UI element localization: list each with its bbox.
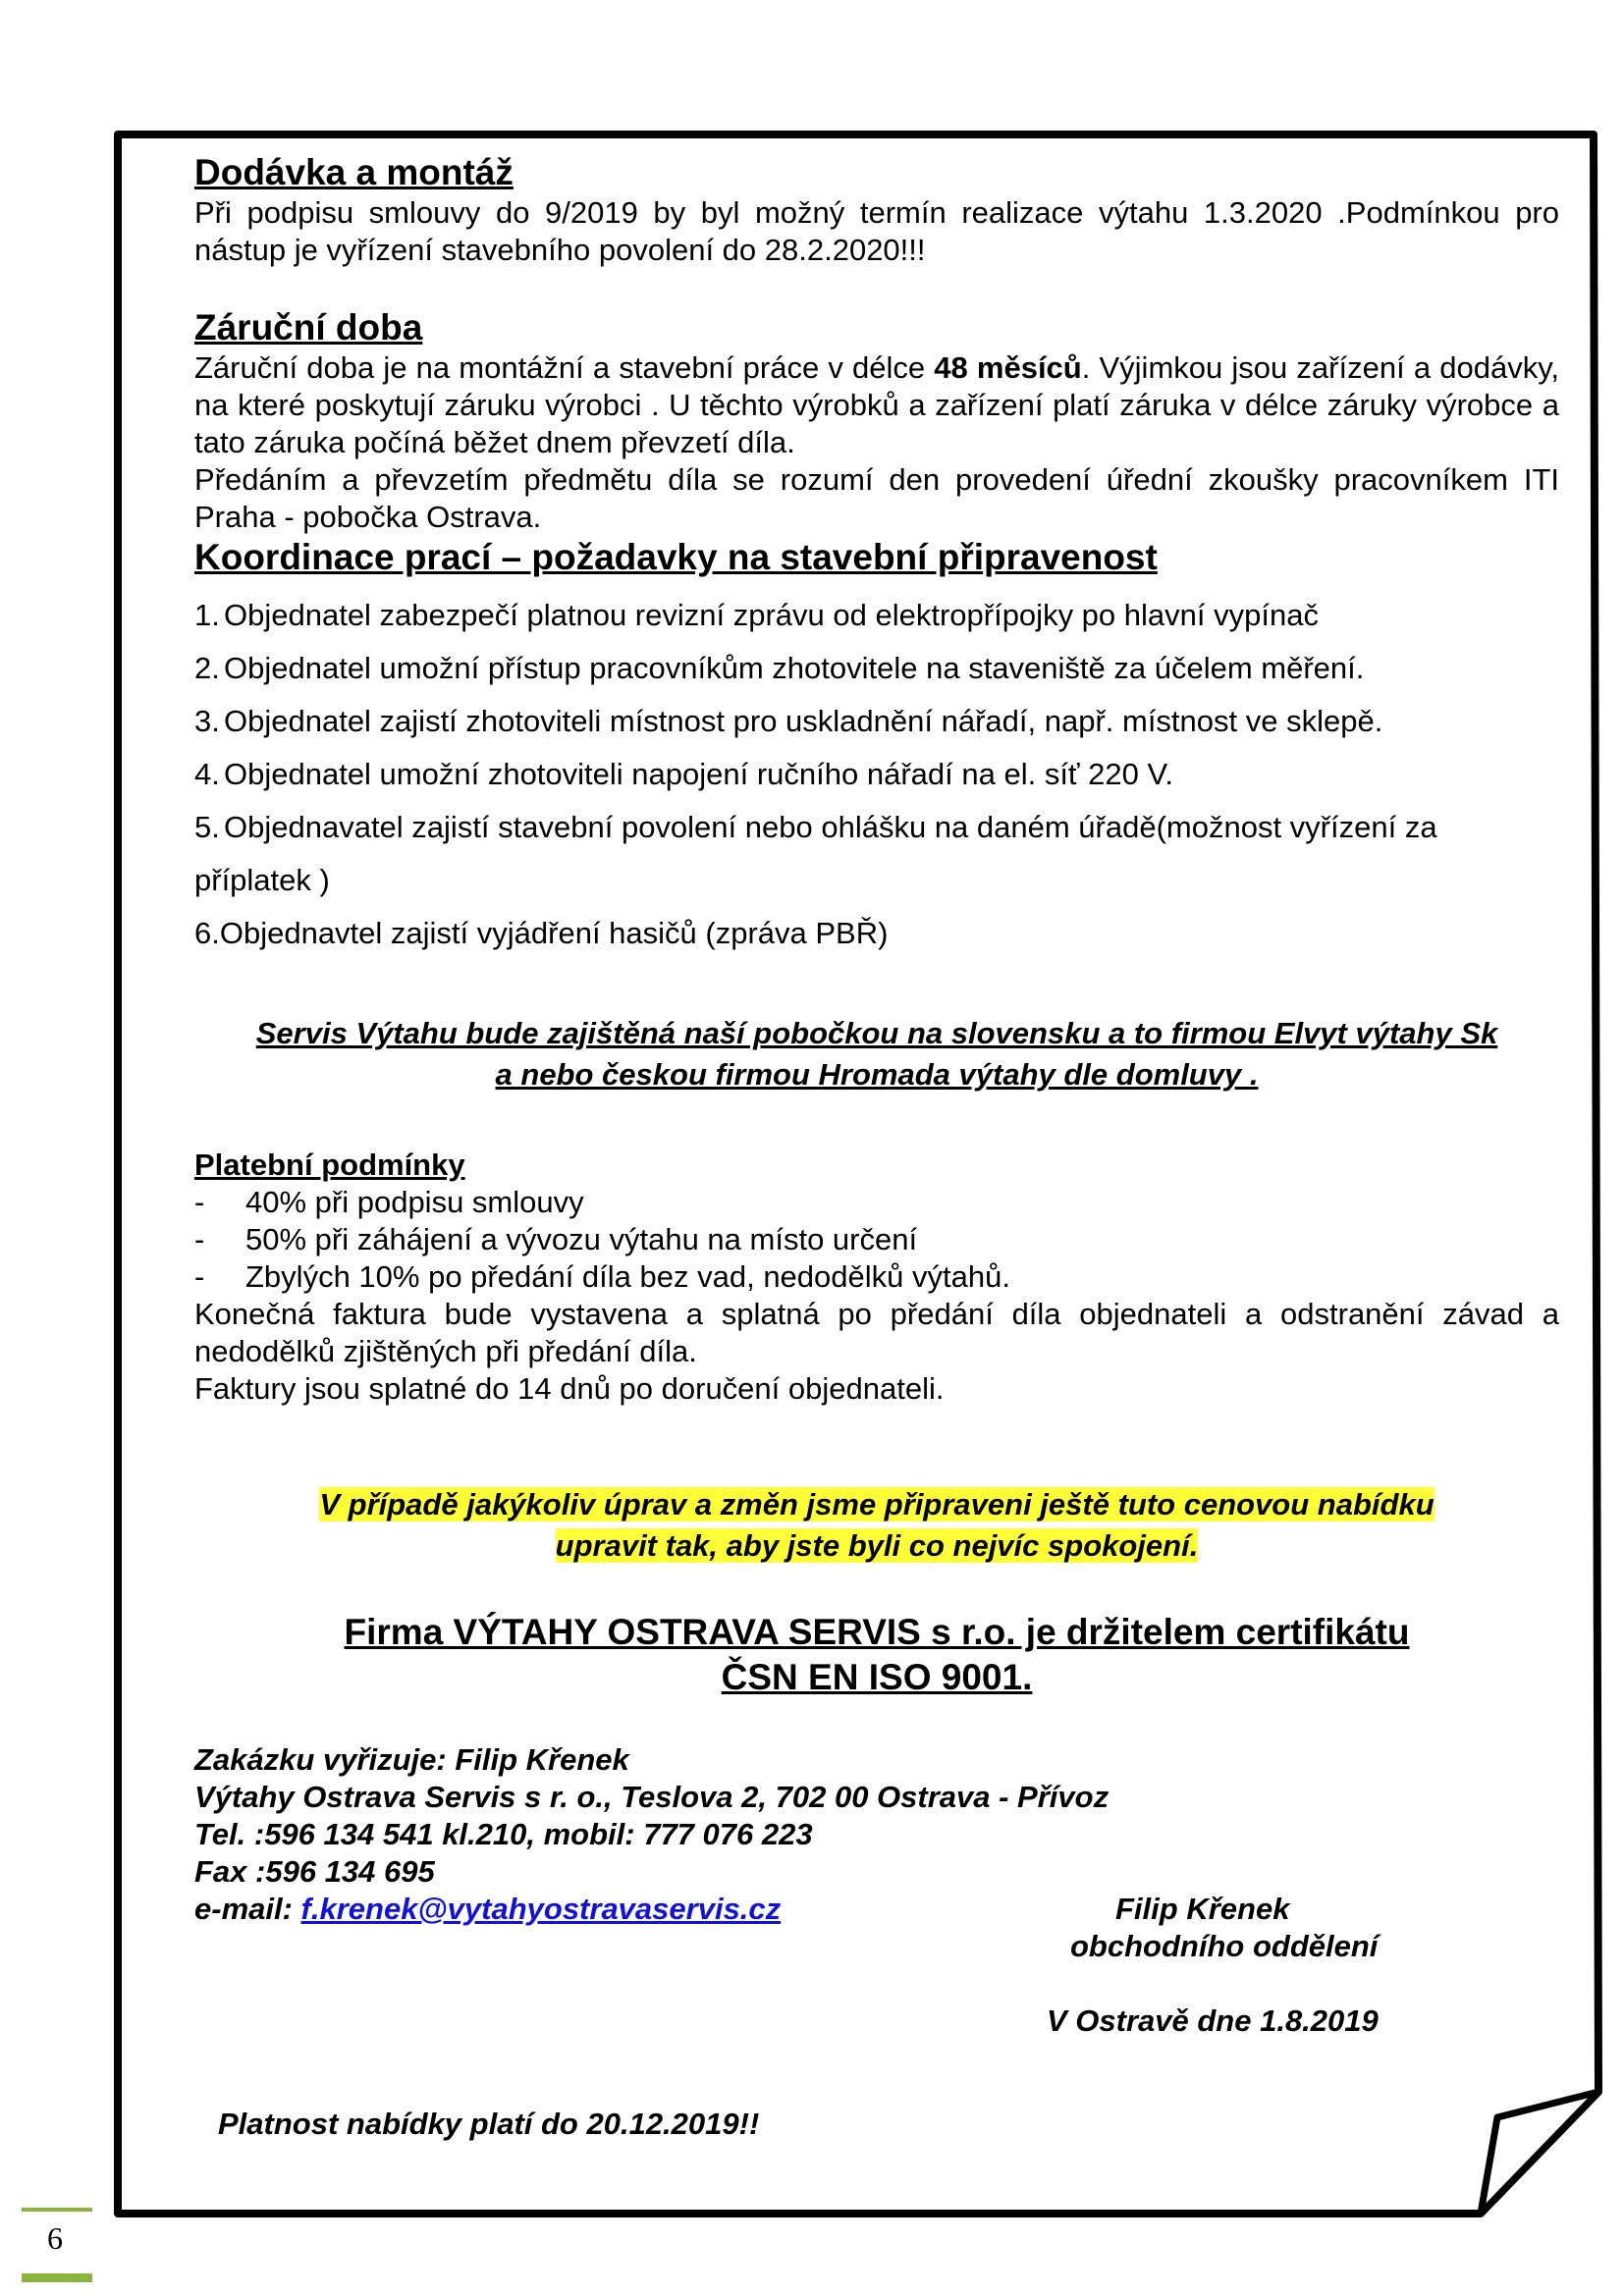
service-note-line-1: Servis Výtahu bude zajištěná naší pobočkou na slovensku a to firmou Elvyt výtahy Sk xyxy=(255,1016,1498,1050)
list-item: 3. Objednatel zajistí zhotoviteli místnost pro uskladnění nářadí, např. místnost ve sklepě. xyxy=(194,704,1383,738)
list-item-continuation: příplatek ) xyxy=(194,863,330,897)
warranty-paragraph-2: Předáním a převzetím předmětu díla se rozumí den provedení úřední zkoušky pracovníkem ITI Praha - pobočka Ostrava. xyxy=(194,462,1559,534)
list-item: - 40% při podpisu smlouvy xyxy=(194,1185,584,1219)
page-number-rule-top xyxy=(22,2208,92,2212)
signature-name: Filip Křenek xyxy=(1115,1892,1290,1926)
highlight-line-1: V případě jakýkoliv úprav a změn jsme připraveni ještě tuto cenovou nabídku xyxy=(319,1487,1435,1522)
signature-date: V Ostravě dne 1.8.2019 xyxy=(1047,2003,1379,2038)
payment-list xyxy=(194,1184,1559,1296)
page-number-rule-bottom xyxy=(22,2273,92,2282)
contact-handler: Zakázku vyřizuje: Filip Křenek xyxy=(194,1742,629,1777)
payment-paragraph-2: Faktury jsou splatné do 14 dnů po doručení objednateli. xyxy=(194,1371,945,1406)
folded-corner xyxy=(1481,2092,1598,2214)
warranty-heading: Záruční doba xyxy=(194,307,423,347)
offer-validity: Platnost nabídky platí do 20.12.2019!! xyxy=(218,2107,760,2141)
payment-paragraph-1: Konečná faktura bude vystavena a splatná po předání díla objednateli a odstranění závad a nedodělků zjištěných při předání díla. xyxy=(194,1297,1559,1368)
email-link[interactable]: f.krenek@vytahyostravaservis.cz xyxy=(300,1892,782,1926)
coordination-list xyxy=(194,589,1559,854)
list-item-6: 6.Objednavtel zajistí vyjádření hasičů (zpráva PBŘ) xyxy=(194,916,889,950)
document-body xyxy=(194,151,1560,2038)
warranty-duration: 48 měsíců xyxy=(934,350,1082,385)
delivery-line-2: nástup je vyřízení stavebního povolení do 28.2.2020!!! xyxy=(194,233,926,267)
list-item: 1. Objednatel zabezpečí platnou revizní zprávu od elektropřípojky po hlavní vypínač xyxy=(194,598,1319,632)
highlight-line-2: upravit tak, aby jste byli co nejvíc spokojení. xyxy=(555,1528,1199,1563)
certificate-line-2: ČSN EN ISO 9001. xyxy=(721,1657,1033,1697)
contact-email-row: e-mail: f.krenek@vytahyostravaservis.cz xyxy=(194,1892,782,1926)
highlight-note xyxy=(194,1484,1559,1567)
contact-address: Výtahy Ostrava Servis s r. o., Teslova 2, 702 00 Ostrava - Přívoz xyxy=(194,1780,1110,1814)
list-item: 2. Objednatel umožní přístup pracovníkům zhotovitele na staveniště za účelem měření. xyxy=(194,651,1365,685)
list-item: - 50% při záhájení a vývozu výtahu na místo určení xyxy=(194,1222,918,1256)
page-number: 6 xyxy=(47,2220,63,2256)
payment-heading: Platební podmínky xyxy=(194,1148,465,1182)
service-note-line-2: a nebo českou firmou Hromada výtahy dle domluvy . xyxy=(495,1057,1259,1092)
contact-phone: Tel. :596 134 541 kl.210, mobil: 777 076 223 xyxy=(194,1817,813,1851)
list-item: 5. Objednavatel zajistí stavební povolení nebo ohlášku na daném úřadě(možnost vyřízení za xyxy=(194,810,1437,844)
list-item: 4. Objednatel umožní zhotoviteli napojení ručního nářadí na el. síť 220 V. xyxy=(194,757,1173,791)
delivery-line-1: Při podpisu smlouvy do 9/2019 by byl možný termín realizace výtahu 1.3.2020 .Podmínkou pro xyxy=(194,195,1559,230)
delivery-heading: Dodávka a montáž xyxy=(194,152,514,192)
certificate-line-1: Firma VÝTAHY OSTRAVA SERVIS s r.o. je držitelem certifikátu xyxy=(344,1612,1410,1652)
contact-fax: Fax :596 134 695 xyxy=(194,1854,435,1889)
warranty-paragraph-1: Záruční doba je na montážní a stavební práce v délce 48 měsíců. Výjimkou jsou zařízení a dodávky, na které poskytují záruku výrobci . U těchto výrobků a zařízení platí záruka v délce záruky výrobce a tato záruka počíná běžet dnem převzetí díla. xyxy=(194,350,1560,459)
signature-department: obchodního oddělení xyxy=(1070,1929,1379,1963)
contact-block xyxy=(194,1741,1559,2038)
coordination-heading: Koordinace prací – požadavky na stavební připravenost xyxy=(194,537,1158,577)
list-item: - Zbylých 10% po předání díla bez vad, nedodělků výtahů. xyxy=(194,1259,1010,1294)
